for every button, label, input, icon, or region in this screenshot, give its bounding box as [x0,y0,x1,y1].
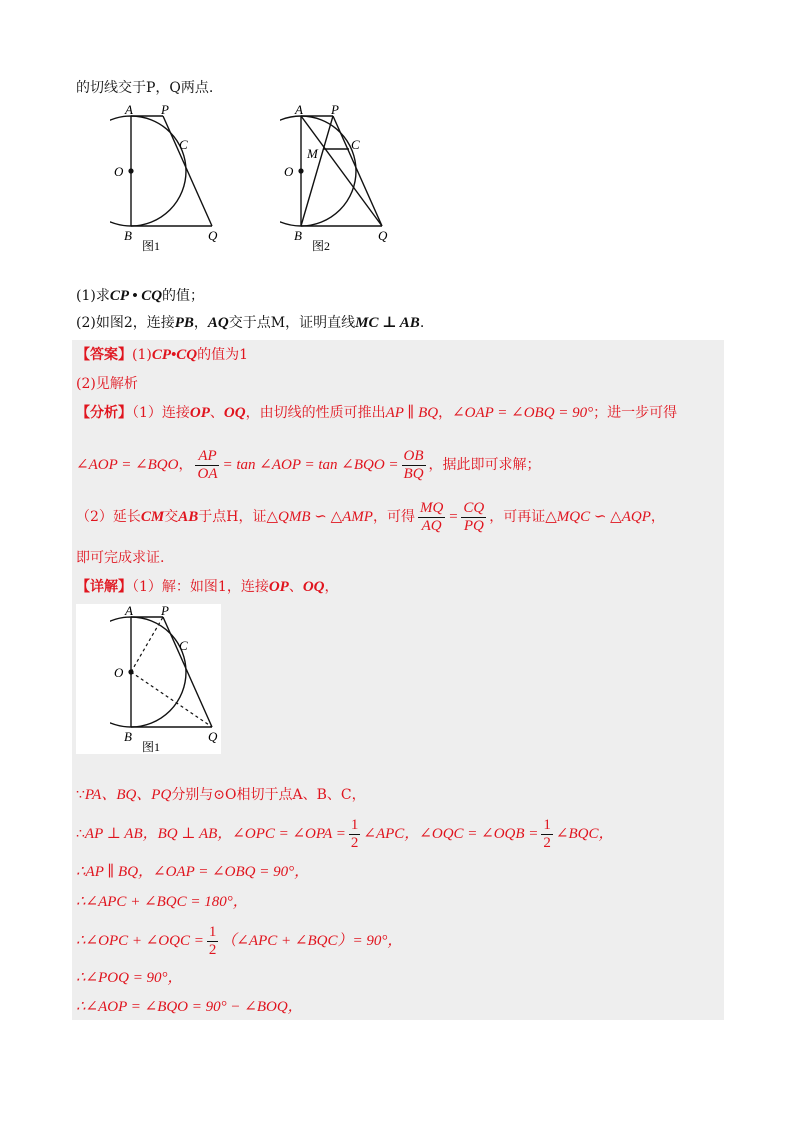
fig2-label-p: P [331,103,339,117]
d-fig1-dashed-op [131,617,163,672]
fig2-label-b: B [294,228,302,243]
fraction-half-1: $\frac{1}{2}$ [350,816,359,851]
fig1-label-o: O [114,164,124,179]
fig2-line-pb [301,116,333,226]
fig2-line-aq [301,116,382,226]
fraction-half-2: $\frac{1}{2}$ [543,816,551,851]
fig1-label-p: P [161,103,169,117]
detail-step-7: ∴∠AOP = ∠BQO = 90° − ∠BOQ， [76,999,303,1015]
answer-tag: 【答案】 [76,347,132,363]
detail-step-3: ∴AP ∥ BQ，∠OAP = ∠OBQ = 90°， [76,864,310,880]
d-fig1-label-a: A [125,604,133,618]
detail-figure-1 [110,604,250,754]
d-fig1-label-q: Q [208,729,218,744]
analysis-tag: 【分析】 [76,405,132,421]
fraction-mq-aq: $\frac{MQ}{AQ}$ [419,499,444,534]
fig2-caption: 图2 [312,239,331,253]
d-fig1-label-o: O [114,665,124,680]
analysis-line-2: ∠AOP = ∠BQO， $\frac{AP}{OA}$ = tan ∠AOP = tan ∠BQO = $\frac{OB}{BQ}$ ，据此即可求解； [76,447,541,482]
fig1-center-dot [128,168,133,173]
detail-step-2: ∴AP ⊥ AB，BQ ⊥ AB，∠OPC = ∠OPA = $\frac{1}{2}$ ∠APC，∠OQC = ∠OQB = $\frac{1}{2}$ ∠BQC， [76,816,614,851]
fig2-label-m: M [307,146,318,161]
fraction-ap-oa: $\frac{AP}{OA}$ [197,447,218,482]
figure-2 [280,103,420,253]
q2-expression: MC ⊥ AB [355,315,420,331]
fig1-label-c: C [179,137,188,152]
detail-step-6: ∴∠POQ = 90°， [76,970,183,986]
d-fig1-label-c: C [179,638,188,653]
question-2: (2)如图2，连接PB，AQ交于点M，证明直线MC ⊥ AB. [76,315,425,331]
analysis-line-1: 【分析】（1）连接OP、OQ，由切线的性质可推出AP ∥ BQ，∠OAP = ∠OBQ = 90°；进一步可得 [76,405,678,421]
fig1-label-q: Q [208,228,218,243]
answer-line-1: 【答案】(1)CP•CQ的值为1 [76,347,249,363]
fraction-ob-bq: $\frac{OB}{BQ}$ [403,447,424,482]
figure-1 [110,103,250,253]
d-fig1-caption: 图1 [142,740,161,754]
d-fig1-label-p: P [161,604,169,618]
fig2-label-o: O [284,164,294,179]
intro-text: 的切线交于P，Q两点. [76,80,214,96]
fraction-cq-pq: $\frac{CQ}{PQ}$ [463,499,485,534]
q1-expression: CP • CQ [109,288,163,304]
analysis-line-3: （2）延长CM交AB于点H，证△QMB ∽ △AMP，可得 $\frac{MQ}{AQ}$ = $\frac{CQ}{PQ}$ ，可再证△MQC ∽ △AQP， [76,499,665,534]
question-1: (1)求CP • CQ的值； [76,288,205,304]
fig2-center-dot [298,168,303,173]
fig1-caption: 图1 [142,239,161,253]
detail-line-1: 【详解】（1）解：如图1，连接OP、OQ， [76,579,339,595]
answer-line-2: (2)见解析 [76,376,138,392]
fig1-label-b: B [124,228,132,243]
detail-step-5: ∴∠OPC + ∠OQC = $\frac{1}{2}$ （∠APC + ∠BQC）= 90°， [76,923,403,958]
fig1-label-a: A [125,103,133,117]
detail-step-4: ∴∠APC + ∠BQC = 180°， [76,894,248,910]
fig2-label-a: A [295,103,303,117]
fraction-half-3: $\frac{1}{2}$ [208,923,217,958]
detail-step-1: ∵PA、BQ、PQ分别与⊙O相切于点A、B、C， [76,787,366,803]
d-fig1-center-dot [128,669,133,674]
fig2-label-q: Q [378,228,388,243]
d-fig1-label-b: B [124,729,132,744]
analysis-line-4: 即可完成求证. [76,550,165,566]
detail-tag: 【详解】 [76,579,132,595]
fig2-label-c: C [351,137,360,152]
